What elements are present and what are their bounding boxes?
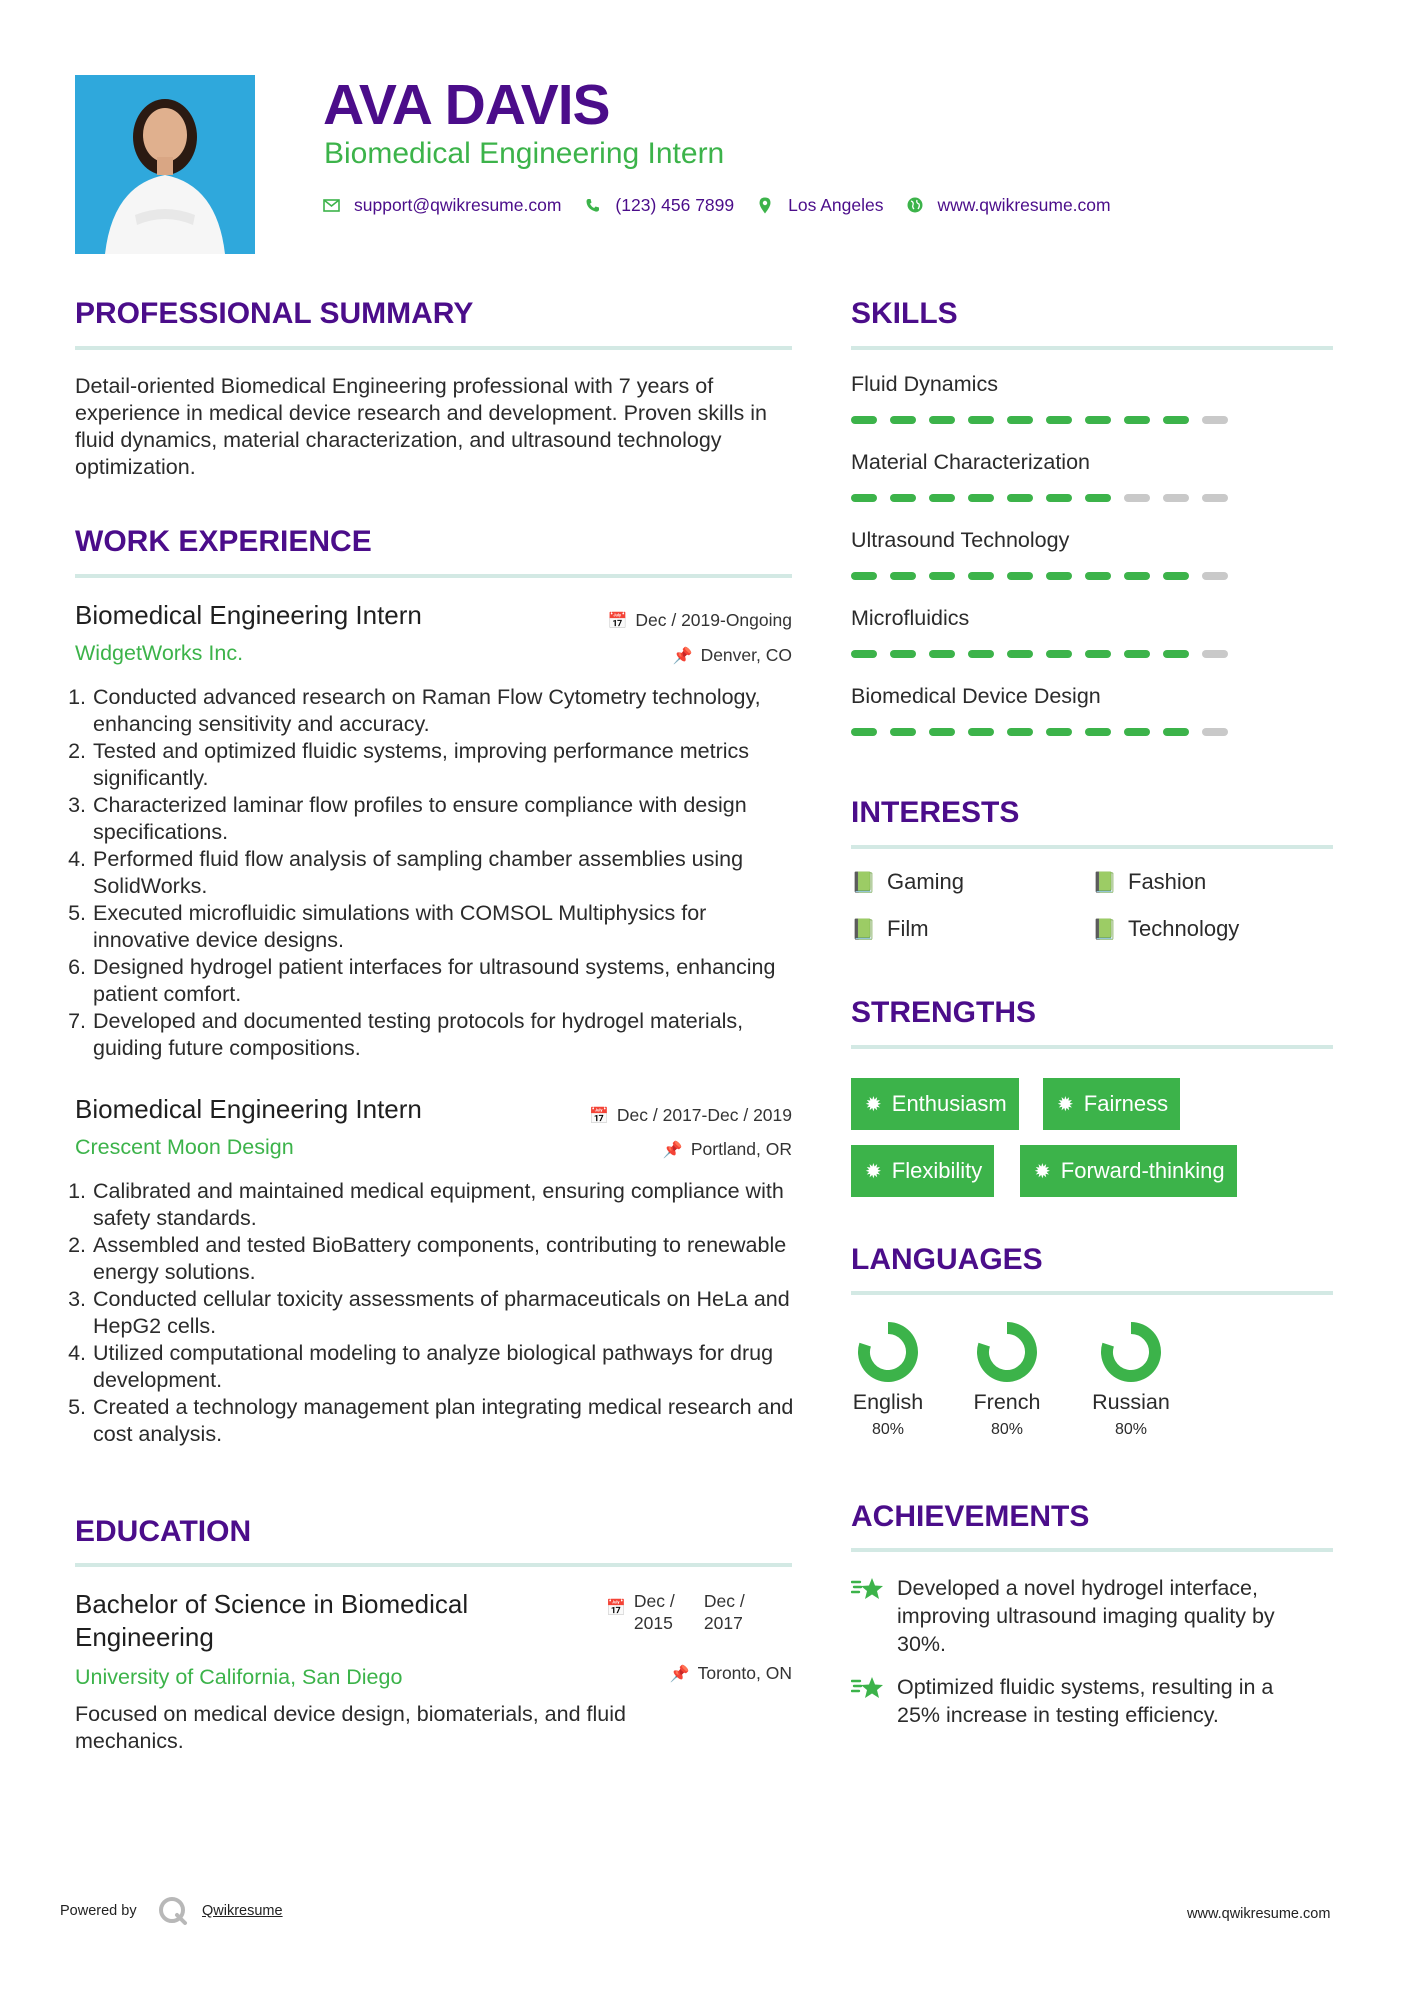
skill-item bbox=[851, 606, 1331, 684]
job-dates bbox=[480, 610, 792, 631]
skill-item bbox=[851, 528, 1331, 606]
skill-rating bbox=[851, 416, 1331, 424]
language-name: French bbox=[973, 1390, 1041, 1414]
skill-dash-filled bbox=[1007, 494, 1033, 502]
skill-dash-filled bbox=[1163, 728, 1189, 736]
task-item: 3. Conducted cellular toxicity assessments of pharmaceuticals on HeLa and HepG2 cells. bbox=[92, 1286, 812, 1340]
map-pin-icon bbox=[756, 196, 774, 214]
skill-dash-filled bbox=[1124, 650, 1150, 658]
skill-dash-filled bbox=[1007, 572, 1033, 580]
contact-bar bbox=[322, 192, 1133, 218]
skill-dash-filled bbox=[968, 728, 994, 736]
skill-dash-filled bbox=[1163, 572, 1189, 580]
languages-divider bbox=[851, 1291, 1333, 1295]
interest-item bbox=[1092, 869, 1206, 895]
job-dates-text: Dec / 2017-Dec / 2019 bbox=[616, 1105, 792, 1125]
language-percent: 80% bbox=[990, 1421, 1024, 1438]
contact-location bbox=[756, 195, 883, 216]
job-title: Biomedical Engineering Intern bbox=[75, 600, 422, 630]
language-ring bbox=[856, 1320, 920, 1384]
skill-dash-filled bbox=[1085, 494, 1111, 502]
language-item bbox=[838, 1320, 938, 1439]
skill-dash-empty bbox=[1202, 494, 1228, 502]
education-start: Dec / 2015 bbox=[633, 1591, 675, 1633]
achievement-text: Developed a novel hydrogel interface, improving ultrasound imaging quality by 30%. bbox=[897, 1576, 1275, 1656]
job-location-text: Portland, OR bbox=[690, 1139, 792, 1159]
job-dates-text: Dec / 2019-Ongoing bbox=[635, 610, 792, 630]
skill-item bbox=[851, 450, 1331, 528]
task-item: 2. Assembled and tested BioBattery components, contributing to renewable energy solutions. bbox=[92, 1232, 812, 1286]
book-icon: 📗 bbox=[851, 871, 876, 894]
strengths-divider bbox=[851, 1045, 1333, 1049]
interest-label: Fashion bbox=[1128, 869, 1207, 894]
contact-website[interactable] bbox=[906, 195, 1111, 216]
language-percent: 80% bbox=[1114, 1421, 1148, 1438]
skill-dash-filled bbox=[929, 572, 955, 580]
experience-heading: WORK EXPERIENCE bbox=[75, 525, 372, 558]
skill-dash-filled bbox=[851, 572, 877, 580]
contact-email[interactable] bbox=[322, 195, 561, 216]
skill-dash-filled bbox=[1046, 416, 1072, 424]
skill-dash-filled bbox=[1046, 650, 1072, 658]
interests-heading: INTERESTS bbox=[851, 796, 1020, 829]
globe-icon bbox=[906, 196, 924, 214]
book-icon: 📗 bbox=[851, 918, 876, 941]
skills-divider bbox=[851, 346, 1333, 350]
skill-dash-filled bbox=[929, 494, 955, 502]
skill-name: Fluid Dynamics bbox=[851, 372, 998, 396]
envelope-icon bbox=[322, 196, 340, 214]
interest-label: Technology bbox=[1128, 916, 1240, 941]
job-dates bbox=[480, 1105, 792, 1126]
achievement-item bbox=[851, 1574, 1321, 1658]
badge-icon: ✹ bbox=[1057, 1093, 1074, 1116]
job-company: WidgetWorks Inc. bbox=[75, 641, 244, 665]
skill-dash-filled bbox=[1046, 494, 1072, 502]
phone-icon bbox=[583, 196, 601, 214]
degree-title: Bachelor of Science in Biomedical Engineering bbox=[75, 1589, 469, 1652]
task-item: 3. Characterized laminar flow profiles to ensure compliance with design specifications. bbox=[92, 792, 792, 846]
education-divider bbox=[75, 1563, 792, 1567]
qwikresume-logo-icon bbox=[158, 1896, 188, 1931]
skill-dash-filled bbox=[851, 416, 877, 424]
task-item: 7. Developed and documented testing protocols for hydrogel materials, guiding future compositions. bbox=[92, 1008, 792, 1062]
skill-item bbox=[851, 372, 1331, 450]
contact-phone-text: (123) 456 7899 bbox=[615, 194, 735, 215]
skill-dash-filled bbox=[1124, 572, 1150, 580]
skills-heading: SKILLS bbox=[851, 297, 958, 330]
strength-label: Forward-thinking bbox=[1060, 1158, 1225, 1183]
task-item: 2. Tested and optimized fluidic systems, improving performance metrics significantly. bbox=[92, 738, 792, 792]
strength-tag bbox=[1020, 1145, 1237, 1197]
skill-name: Microfluidics bbox=[851, 606, 970, 630]
book-icon: 📗 bbox=[1092, 918, 1117, 941]
achievements-divider bbox=[851, 1548, 1333, 1552]
skill-dash-filled bbox=[1085, 650, 1111, 658]
contact-website-text: www.qwikresume.com bbox=[937, 194, 1111, 215]
skill-dash-filled bbox=[968, 572, 994, 580]
strength-label: Flexibility bbox=[891, 1158, 983, 1183]
school-name: University of California, San Diego bbox=[75, 1665, 403, 1689]
skill-dash-filled bbox=[968, 650, 994, 658]
interest-label: Film bbox=[887, 916, 929, 941]
qwikresume-link[interactable]: Qwikresume bbox=[202, 1903, 283, 1919]
skill-dash-filled bbox=[1085, 416, 1111, 424]
task-item: 1. Calibrated and maintained medical equipment, ensuring compliance with safety standards. bbox=[92, 1178, 812, 1232]
skill-rating bbox=[851, 494, 1331, 502]
skill-dash-filled bbox=[1007, 650, 1033, 658]
education-location-text: Toronto, ON bbox=[697, 1663, 792, 1683]
language-ring-arc bbox=[983, 1328, 1031, 1376]
skill-dash-empty bbox=[1124, 494, 1150, 502]
job-location bbox=[480, 1139, 792, 1160]
education-description: Focused on medical device design, biomaterials, and fluid mechanics. bbox=[75, 1702, 626, 1753]
job-location bbox=[480, 645, 792, 666]
candidate-name: AVA DAVIS bbox=[323, 73, 610, 137]
interest-item bbox=[851, 916, 929, 942]
job-task-list bbox=[75, 684, 792, 1062]
skill-dash-empty bbox=[1202, 650, 1228, 658]
footer-website-link[interactable]: www.qwikresume.com bbox=[1187, 1906, 1331, 1922]
language-ring bbox=[1099, 1320, 1163, 1384]
skill-dash-filled bbox=[851, 650, 877, 658]
job-company: Crescent Moon Design bbox=[75, 1135, 294, 1159]
star-icon bbox=[851, 1675, 887, 1729]
skill-dash-filled bbox=[851, 494, 877, 502]
summary-divider bbox=[75, 346, 792, 350]
skill-dash-filled bbox=[1163, 650, 1189, 658]
achievements-heading: ACHIEVEMENTS bbox=[851, 1500, 1090, 1533]
job-location-text: Denver, CO bbox=[700, 645, 792, 665]
skill-dash-filled bbox=[851, 728, 877, 736]
interest-label: Gaming bbox=[887, 869, 965, 894]
book-icon: 📗 bbox=[1092, 871, 1117, 894]
skill-dash-empty bbox=[1202, 728, 1228, 736]
star-icon bbox=[851, 1576, 887, 1658]
task-item: 4. Utilized computational modeling to analyze biological pathways for drug development. bbox=[92, 1340, 812, 1394]
languages-heading: LANGUAGES bbox=[851, 1243, 1043, 1276]
skill-dash-empty bbox=[1202, 572, 1228, 580]
task-item: 6. Designed hydrogel patient interfaces for ultrasound systems, enhancing patient comfort. bbox=[92, 954, 792, 1008]
skill-dash-empty bbox=[1163, 494, 1189, 502]
skills-list bbox=[851, 372, 1331, 762]
task-item: 5. Executed microfluidic simulations with COMSOL Multiphysics for innovative device designs. bbox=[92, 900, 792, 954]
skill-dash-filled bbox=[1007, 728, 1033, 736]
summary-text: Detail-oriented Biomedical Engineering professional with 7 years of experience in medical device research and development. Proven skills in fluid dynamics, material characterization, and ultrasound technology optimization. bbox=[75, 374, 767, 479]
language-ring-arc bbox=[864, 1328, 912, 1376]
skill-rating bbox=[851, 650, 1331, 658]
skill-dash-filled bbox=[890, 572, 916, 580]
achievement-text: Optimized fluidic systems, resulting in a 25% increase in testing efficiency. bbox=[897, 1675, 1274, 1727]
powered-by-label: Powered by bbox=[60, 1903, 137, 1919]
skill-dash-filled bbox=[1085, 728, 1111, 736]
calendar-icon: 📅 bbox=[588, 1107, 609, 1125]
candidate-title: Biomedical Engineering Intern bbox=[324, 137, 725, 170]
strength-tag bbox=[851, 1145, 994, 1197]
interest-item bbox=[1092, 916, 1239, 942]
skill-dash-filled bbox=[890, 494, 916, 502]
strengths-heading: STRENGTHS bbox=[851, 996, 1037, 1029]
skill-dash-filled bbox=[1124, 728, 1150, 736]
profile-photo bbox=[75, 75, 255, 254]
skill-dash-filled bbox=[890, 650, 916, 658]
job-task-list bbox=[75, 1178, 812, 1448]
interests-divider bbox=[851, 845, 1333, 849]
language-ring-arc bbox=[1107, 1328, 1155, 1376]
language-name: English bbox=[852, 1390, 924, 1414]
education-location bbox=[480, 1663, 792, 1684]
experience-divider bbox=[75, 574, 792, 578]
skill-dash-filled bbox=[968, 494, 994, 502]
task-item: 1. Conducted advanced research on Raman Flow Cytometry technology, enhancing sensitivity and accuracy. bbox=[92, 684, 792, 738]
skill-dash-filled bbox=[1124, 416, 1150, 424]
language-item bbox=[1081, 1320, 1181, 1439]
skill-name: Ultrasound Technology bbox=[851, 528, 1070, 552]
education-dates bbox=[606, 1590, 764, 1634]
badge-icon: ✹ bbox=[865, 1160, 882, 1183]
skill-dash-filled bbox=[929, 650, 955, 658]
interest-item bbox=[851, 869, 964, 895]
pushpin-icon: 📌 bbox=[669, 1665, 690, 1683]
skill-rating bbox=[851, 572, 1331, 580]
skill-dash-filled bbox=[890, 728, 916, 736]
skill-dash-filled bbox=[929, 416, 955, 424]
language-percent: 80% bbox=[871, 1421, 905, 1438]
strength-label: Enthusiasm bbox=[891, 1091, 1007, 1116]
strength-tag bbox=[1043, 1078, 1180, 1130]
pushpin-icon: 📌 bbox=[662, 1141, 683, 1159]
task-item: 5. Created a technology management plan integrating medical research and cost analysis. bbox=[92, 1394, 812, 1448]
skill-item bbox=[851, 684, 1331, 762]
skill-dash-filled bbox=[1085, 572, 1111, 580]
language-ring bbox=[975, 1320, 1039, 1384]
contact-phone[interactable] bbox=[583, 195, 734, 216]
skill-dash-filled bbox=[968, 416, 994, 424]
pushpin-icon: 📌 bbox=[672, 647, 693, 665]
task-item: 4. Performed fluid flow analysis of sampling chamber assemblies using SolidWorks. bbox=[92, 846, 792, 900]
calendar-icon: 📅 bbox=[607, 612, 628, 630]
skill-dash-filled bbox=[890, 416, 916, 424]
calendar-icon: 📅 bbox=[606, 1600, 626, 1617]
skill-dash-filled bbox=[1046, 728, 1072, 736]
contact-email-text: support@qwikresume.com bbox=[354, 194, 562, 215]
skill-dash-empty bbox=[1202, 416, 1228, 424]
skill-name: Biomedical Device Design bbox=[851, 684, 1101, 708]
skill-dash-filled bbox=[1163, 416, 1189, 424]
strength-label: Fairness bbox=[1083, 1091, 1169, 1116]
education-heading: EDUCATION bbox=[75, 1515, 252, 1548]
language-name: Russian bbox=[1092, 1390, 1170, 1414]
skill-dash-filled bbox=[929, 728, 955, 736]
skill-name: Material Characterization bbox=[851, 450, 1090, 474]
strength-tag bbox=[851, 1078, 1019, 1130]
language-item bbox=[957, 1320, 1057, 1439]
badge-icon: ✹ bbox=[1034, 1160, 1051, 1183]
education-end: Dec / 2017 bbox=[703, 1591, 745, 1633]
contact-location-text: Los Angeles bbox=[788, 194, 884, 215]
skill-dash-filled bbox=[1007, 416, 1033, 424]
skill-dash-filled bbox=[1046, 572, 1072, 580]
skill-rating bbox=[851, 728, 1331, 736]
achievement-item bbox=[851, 1673, 1321, 1729]
summary-heading: PROFESSIONAL SUMMARY bbox=[75, 297, 474, 330]
job-title: Biomedical Engineering Intern bbox=[75, 1094, 422, 1124]
badge-icon: ✹ bbox=[865, 1093, 882, 1116]
